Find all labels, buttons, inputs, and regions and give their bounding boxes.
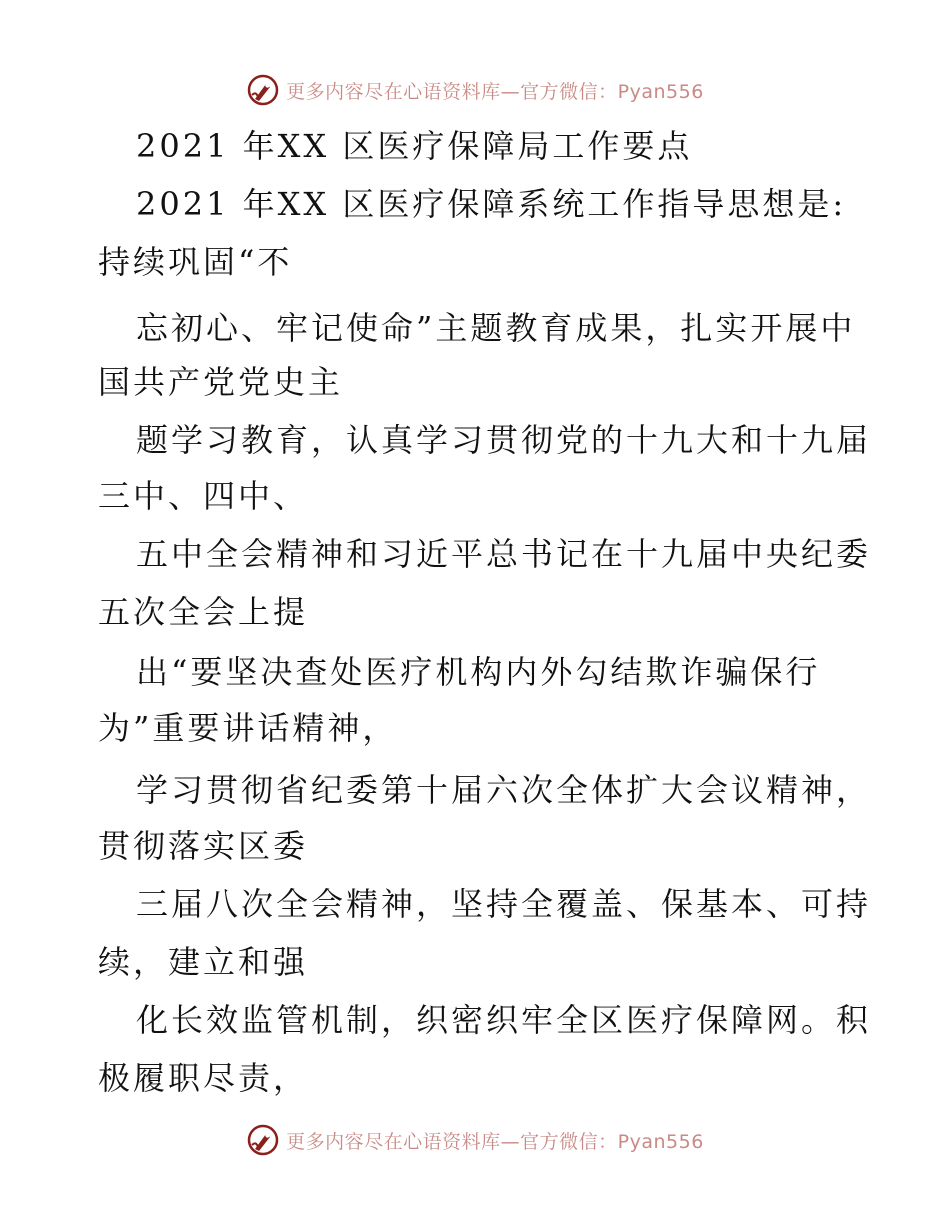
paragraph-line: 贯彻落实区委 bbox=[98, 827, 309, 865]
watermark-text: 更多内容尽在心语资料库—官方微信：Pyan556 bbox=[286, 1130, 704, 1153]
paragraph-line: 三届八次全会精神，坚持全覆盖、保基本、可持 bbox=[136, 885, 872, 923]
document-title: 2021 年XX 区医疗保障局工作要点 bbox=[136, 127, 693, 165]
pen-nib-circle-icon bbox=[246, 1123, 280, 1157]
paragraph-line: 忘初心、牢记使命”主题教育成果，扎实开展中 bbox=[136, 309, 856, 347]
paragraph-line: 国共产党党史主 bbox=[98, 363, 344, 401]
paragraph-line: 持续巩固“不 bbox=[98, 243, 293, 281]
paragraph-line: 学习贯彻省纪委第十届六次全体扩大会议精神， bbox=[136, 771, 872, 809]
pen-nib-circle-icon bbox=[246, 73, 280, 107]
paragraph-line: 题学习教育，认真学习贯彻党的十九大和十九届 bbox=[136, 421, 872, 459]
paragraph-line: 为”重要讲话精神， bbox=[98, 709, 398, 747]
paragraph-line: 出“要坚决查处医疗机构内外勾结欺诈骗保行 bbox=[136, 653, 821, 691]
watermark-text: 更多内容尽在心语资料库—官方微信：Pyan556 bbox=[286, 80, 704, 103]
paragraph-line: 续，建立和强 bbox=[98, 943, 309, 981]
paragraph-line: 化长效监管机制，织密织牢全区医疗保障网。积 bbox=[136, 1001, 872, 1039]
paragraph-line: 三中、四中、 bbox=[98, 477, 309, 515]
paragraph-line: 极履职尽责， bbox=[98, 1059, 309, 1097]
paragraph-line: 五次全会上提 bbox=[98, 593, 309, 631]
watermark-banner-bottom bbox=[0, 1122, 950, 1158]
watermark-banner-top bbox=[0, 72, 950, 108]
paragraph-line: 2021 年XX 区医疗保障系统工作指导思想是: bbox=[136, 185, 847, 223]
paragraph-line: 五中全会精神和习近平总书记在十九届中央纪委 bbox=[136, 535, 872, 573]
